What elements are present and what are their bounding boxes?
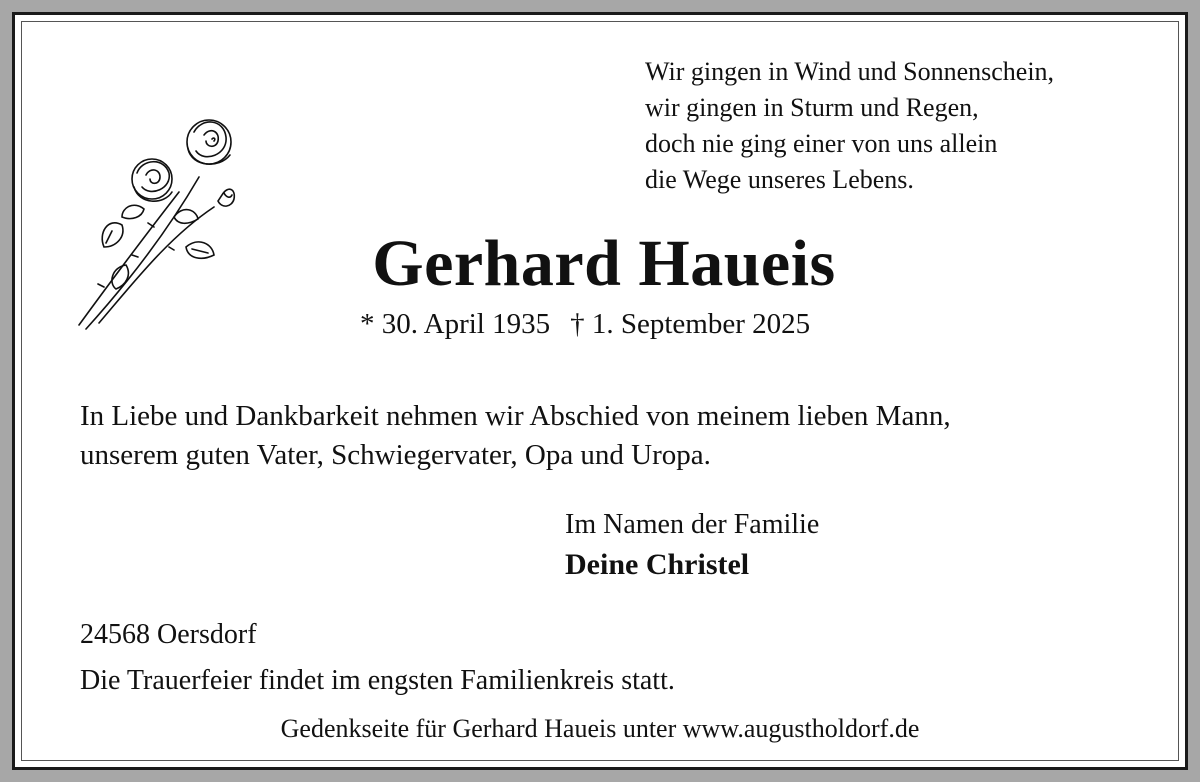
location: 24568 Oersdorf bbox=[80, 619, 257, 650]
memorial-page-notice: Gedenkseite für Gerhard Haueis unter www.augustholdorf.de bbox=[280, 714, 920, 743]
obituary-card bbox=[12, 12, 1188, 770]
life-dates bbox=[360, 308, 810, 341]
poem bbox=[645, 54, 1054, 198]
inner-border bbox=[21, 21, 1179, 761]
poem-line: doch nie ging einer von uns allein bbox=[645, 129, 998, 158]
birth-date: * 30. April 1935 bbox=[360, 308, 551, 340]
signature-name: Deine Christel bbox=[565, 548, 750, 581]
signature-intro: Im Namen der Familie bbox=[565, 509, 820, 540]
message-line: unserem guten Vater, Schwiegervater, Opa und Uropa. bbox=[80, 439, 711, 471]
poem-line: wir gingen in Sturm und Regen, bbox=[645, 93, 979, 122]
ceremony-notice: Die Trauerfeier findet im engsten Familienkreis statt. bbox=[80, 665, 675, 696]
farewell-message bbox=[80, 397, 951, 475]
message-line: In Liebe und Dankbarkeit nehmen wir Abschied von meinem lieben Mann, bbox=[80, 400, 951, 432]
poem-line: die Wege unseres Lebens. bbox=[645, 165, 914, 194]
poem-line: Wir gingen in Wind und Sonnenschein, bbox=[645, 57, 1055, 86]
deceased-name: Gerhard Haueis bbox=[372, 227, 836, 300]
death-date: † 1. September 2025 bbox=[570, 308, 811, 340]
